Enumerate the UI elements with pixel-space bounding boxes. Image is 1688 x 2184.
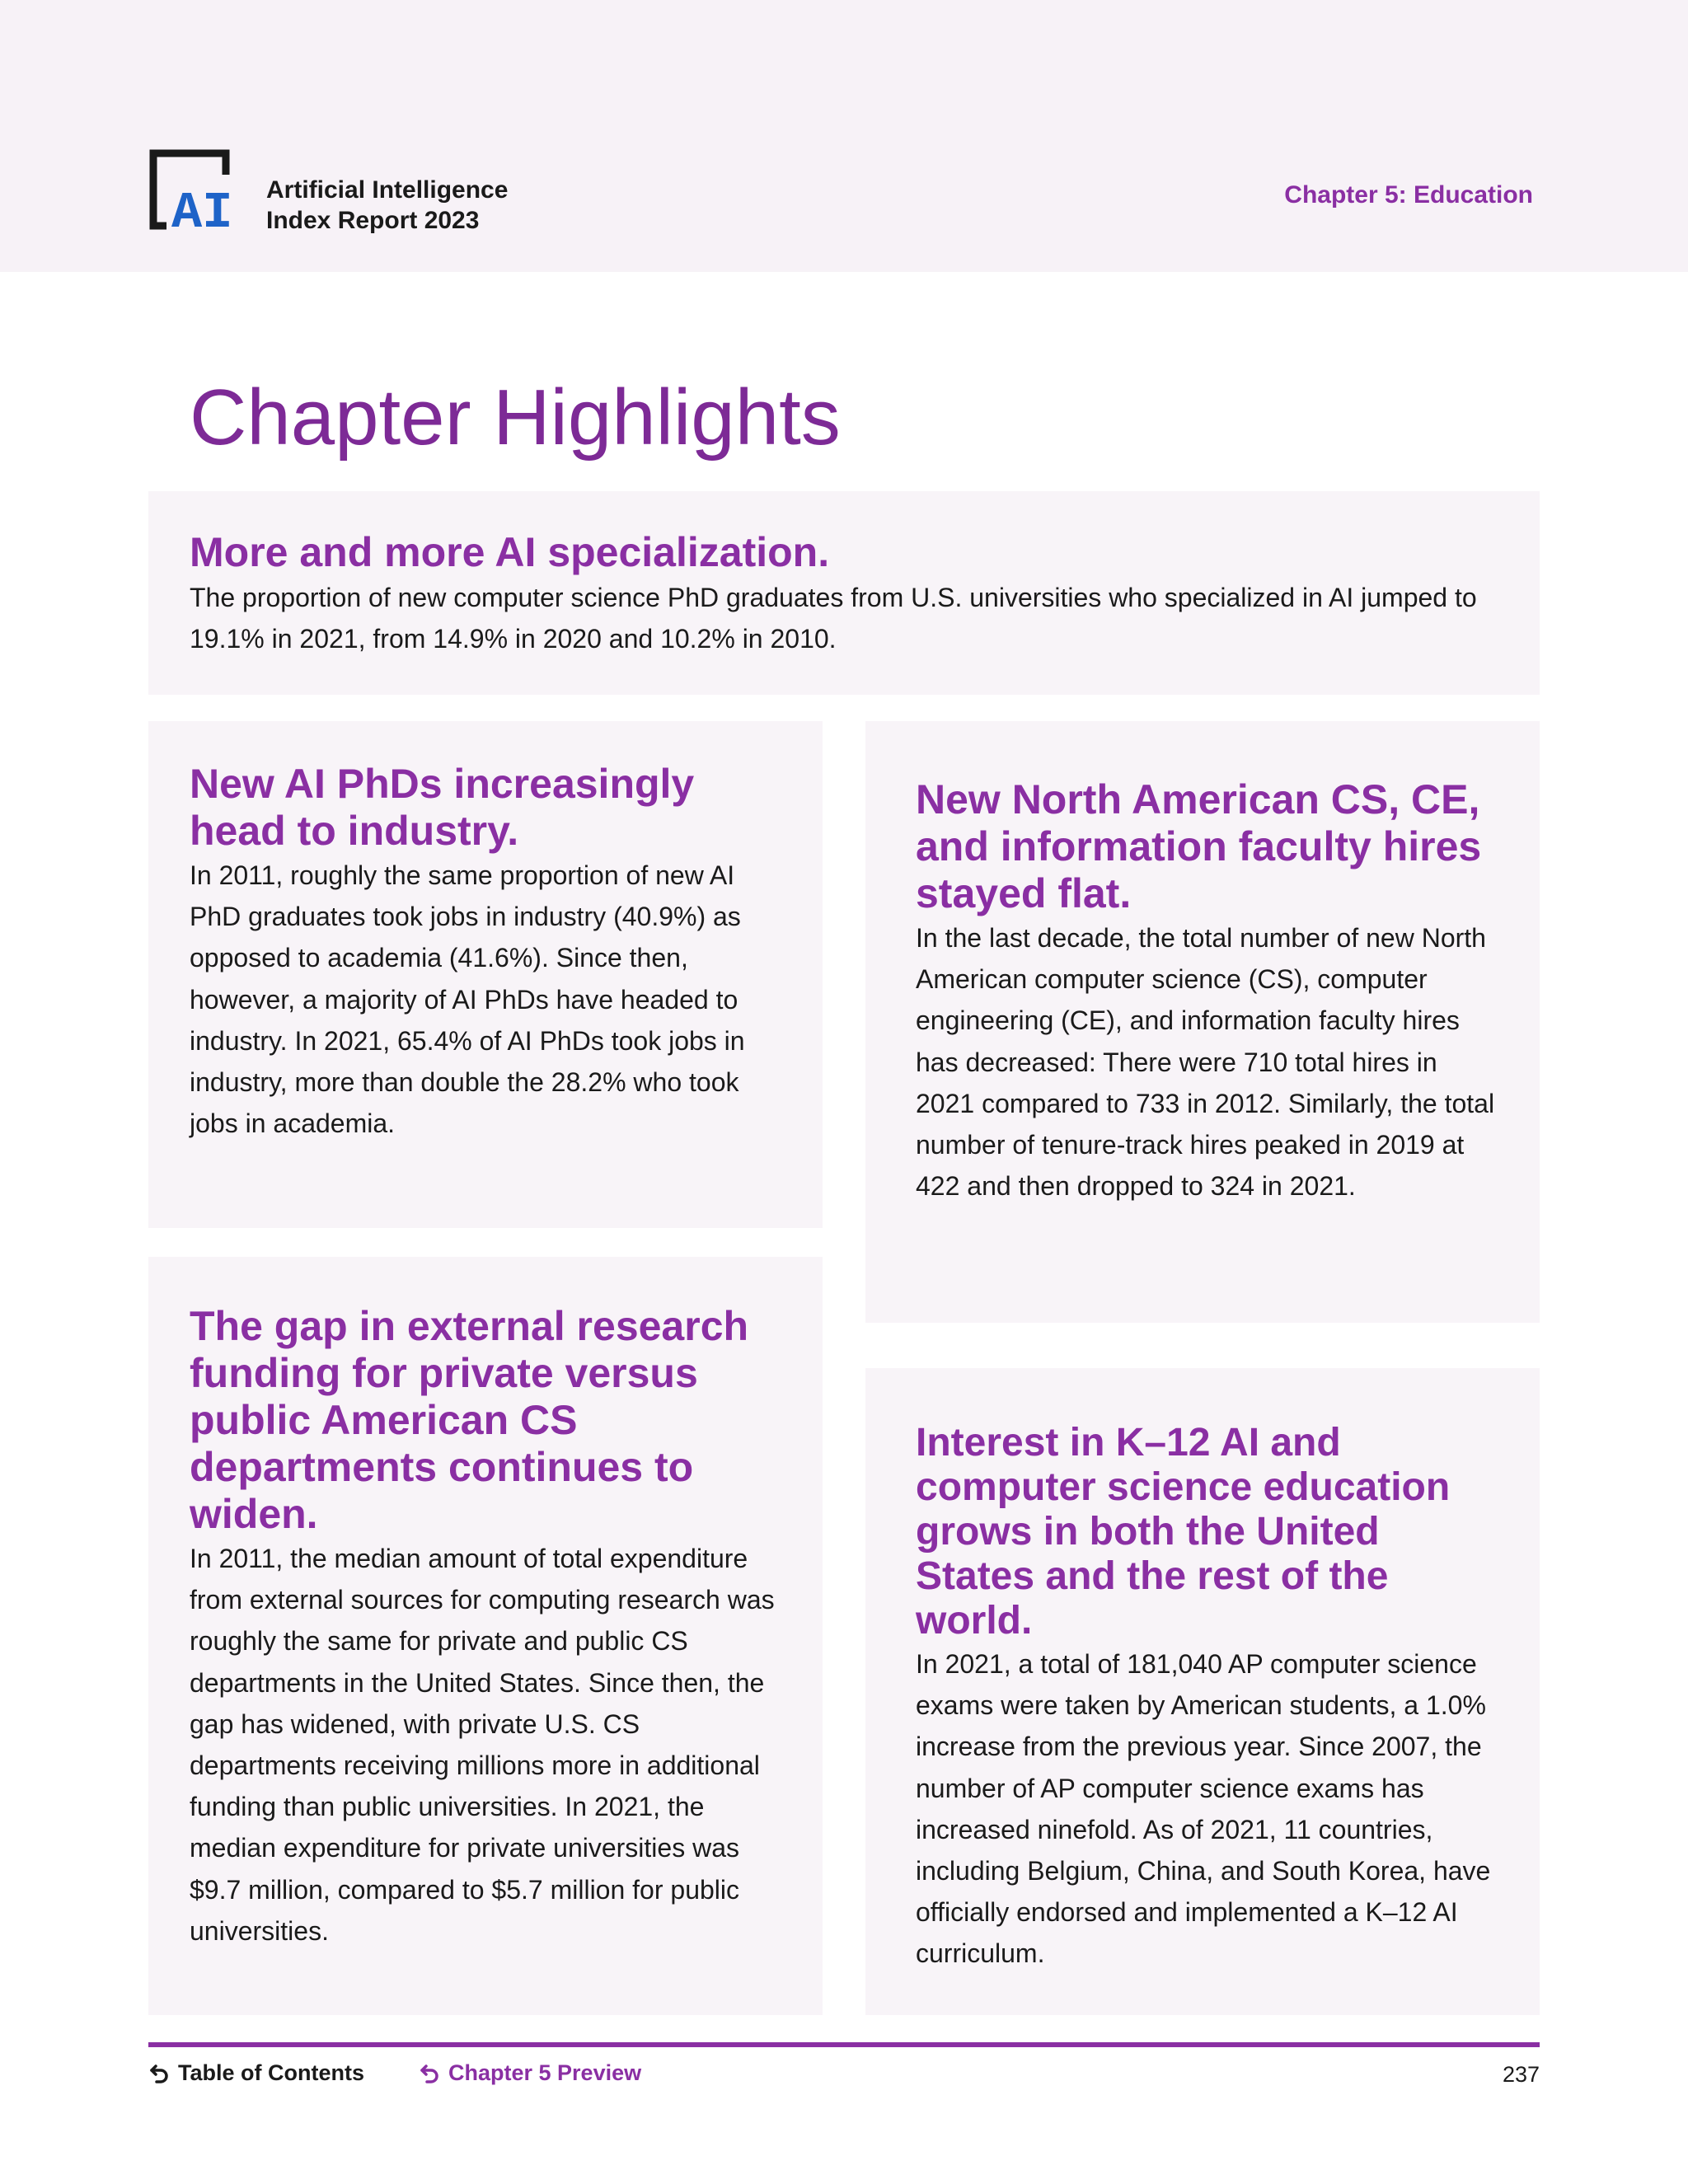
footer-divider [148, 2042, 1540, 2047]
highlight-body: In 2011, roughly the same proportion of new AI PhD graduates took jobs in industry (40.9%) as opposed to academia (41.6%). Since then, however, a majority of AI PhDs have headed to industry. In 2021, 65.4% of AI PhDs took jobs in industry, more than double the 28.2% who took jobs in academia. [190, 860, 745, 1139]
report-title-line1: Artificial Intelligence [266, 176, 509, 204]
highlight-card-k12 [865, 1368, 1540, 2015]
page-header [0, 0, 1688, 272]
highlight-title: New AI PhDs increasingly head to industry. [190, 761, 695, 854]
ai-index-logo [148, 148, 239, 231]
chapter-preview-label: Chapter 5 Preview [448, 2060, 642, 2085]
highlight-card-funding-gap [148, 1257, 823, 2015]
highlight-body: In 2011, the median amount of total expenditure from external sources for computing research was roughly the same for private and public CS departments in the United States. Since then, the gap has widened, with private U.S. CS departments receiving millions more in additional funding than public universities. In 2021, the median expenditure for private universities was $9.7 million, compared to $5.7 million for public universities. [190, 1544, 775, 1946]
highlight-body: The proportion of new computer science PhD graduates from U.S. universities who specialized in AI jumped to 19.1% in 2021, from 14.9% in 2020 and 10.2% in 2010. [190, 583, 1477, 654]
table-of-contents-link[interactable] [148, 2060, 364, 2086]
highlight-body: In 2021, a total of 181,040 AP computer science exams were taken by American students, a 1.0% increase from the previous year. Since 2007, the number of AP computer science exams has increased ninefold. As of 2021, 11 countries, including Belgium, China, and South Korea, have officially endorsed and implemented a K–12 AI curriculum. [916, 1649, 1491, 1969]
highlight-card-faculty-hires [865, 721, 1540, 1323]
highlight-card-specialization [148, 491, 1540, 695]
table-of-contents-label: Table of Contents [178, 2060, 364, 2085]
highlight-title: More and more AI specialization. [190, 529, 830, 575]
page-title: Chapter Highlights [190, 373, 841, 462]
highlight-card-phds-industry [148, 721, 823, 1228]
highlight-body: In the last decade, the total number of new North American computer science (CS), computer engineering (CE), and information faculty hires has decreased: There were 710 total hires in 2021 compared to 733 in 2012. Similarly, the total number of tenure-track hires peaked in 2019 at 422 and then dropped to 324 in 2021. [916, 923, 1495, 1202]
highlight-title: New North American CS, CE, and information faculty hires stayed flat. [916, 776, 1482, 916]
report-title-line2: Index Report 2023 [266, 207, 480, 234]
return-arrow-icon [148, 2063, 170, 2084]
highlight-title: The gap in external research funding for private versus public American CS departments continues to widen. [190, 1303, 749, 1537]
highlight-title: Interest in K–12 AI and computer science education grows in both the United States and the rest of the world. [916, 1421, 1451, 1643]
chapter-label: Chapter 5: Education [1284, 181, 1533, 209]
return-arrow-icon [419, 2063, 440, 2084]
chapter-preview-link[interactable] [419, 2060, 641, 2086]
svg-text:AI: AI [171, 184, 233, 231]
report-title [266, 175, 508, 236]
page-number: 237 [1502, 2062, 1540, 2087]
